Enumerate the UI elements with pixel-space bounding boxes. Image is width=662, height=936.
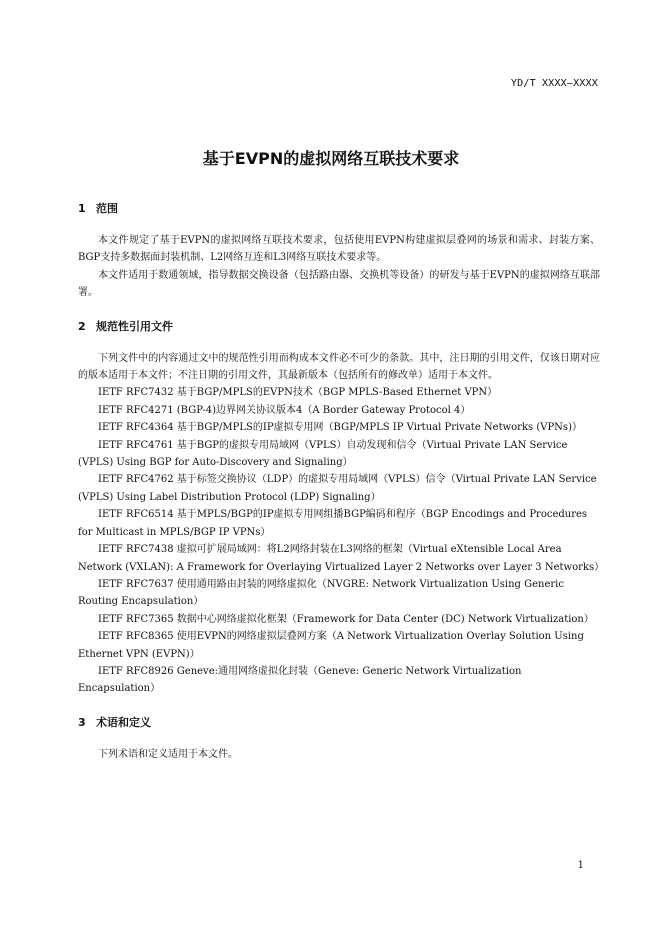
section-title: 规范性引用文件 <box>96 319 173 333</box>
section-terms-definitions <box>78 716 600 763</box>
paragraph: 下列文件中的内容通过文中的规范性引用而构成本文件必不可少的条款。其中，注日期的引用文件，仅该日期对应的版本适用于本文件；不注日期的引用文件，其最新版本（包括所有的修改单）适用于本文件。 <box>78 352 600 382</box>
reference-item: IETF RFC7365 数据中心网络虚拟化框架（Framework for Data Center (DC) Network Virtualization） <box>98 613 594 625</box>
reference-item: IETF RFC4761 基于BGP的虚拟专用局域网（VPLS）自动发现和信令（Virtual Private LAN Service (VPLS) Using BGP for Auto-Discovery and Signaling） <box>78 439 568 469</box>
section-heading <box>78 320 600 334</box>
section-scope <box>78 202 600 302</box>
reference-item: IETF RFC7432 基于BGP/MPLS的EVPN技术（BGP MPLS-Based Ethernet VPN） <box>98 387 498 399</box>
document-title: 基于EVPN的虚拟网络互联技术要求 <box>202 149 460 168</box>
section-heading <box>78 202 600 216</box>
page-number: 1 <box>577 860 584 871</box>
paragraph: 本文件规定了基于EVPN的虚拟网络互联技术要求，包括使用EVPN构建虚拟层叠网的场景和需求、封装方案、BGP支持多数据面封装机制、L2网络互连和L3网络互联技术要求等。 <box>78 235 600 264</box>
reference-item: IETF RFC7438 虚拟可扩展局域网：将L2网络封装在L3网络的框架（Virtual eXtensible Local Area Network (VXLAN): A Framework for Overlaying Virtualized Layer 2 Networks over Layer 3 Networks） <box>78 544 605 573</box>
document-code: YD/T XXXX—XXXX <box>510 78 598 89</box>
section-normative-references <box>78 319 605 698</box>
section-title: 术语和定义 <box>96 715 151 729</box>
section-number: 2 <box>78 319 86 333</box>
reference-item: IETF RFC8365 使用EVPN的网络虚拟层叠网方案（A Network Virtualization Overlay Solution Using Ethernet VPN (EVPN)） <box>78 631 584 660</box>
paragraph: 本文件适用于数通领域，指导数据交换设备（包括路由器、交换机等设备）的研发与基于EVPN的虚拟网络互联部署。 <box>78 269 600 299</box>
reference-item: IETF RFC4762 基于标签交换协议（LDP）的虚拟专用局域网（VPLS）信令（Virtual Private LAN Service (VPLS) Using Label Distribution Protocol (LDP) Signaling） <box>78 474 597 503</box>
section-heading <box>78 716 600 730</box>
section-number: 1 <box>78 202 86 215</box>
reference-item: IETF RFC4271 (BGP-4)边界网关协议版本4（A Border Gateway Protocol 4） <box>98 404 471 416</box>
section-number: 3 <box>78 715 86 729</box>
paragraph: 下列术语和定义适用于本文件。 <box>98 748 238 760</box>
reference-item: IETF RFC4364 基于BGP/MPLS的IP虚拟专用网（BGP/MPLS IP Virtual Private Networks (VPNs)） <box>98 422 582 434</box>
section-title: 范围 <box>96 202 118 215</box>
document-body <box>78 202 605 781</box>
reference-item: IETF RFC8926 Geneve:通用网络虚拟化封装（Geneve: Generic Network Virtualization Encapsulation） <box>78 665 522 695</box>
reference-item: IETF RFC6514 基于MPLS/BGP的IP虚拟专用网组播BGP编码和程序（BGP Encodings and Procedures for Multicast in MPLS/BGP IP VPNs） <box>78 509 588 538</box>
reference-item: IETF RFC7637 使用通用路由封装的网络虚拟化（NVGRE: Network Virtualization Using Generic Routing Encapsulation） <box>78 578 564 608</box>
